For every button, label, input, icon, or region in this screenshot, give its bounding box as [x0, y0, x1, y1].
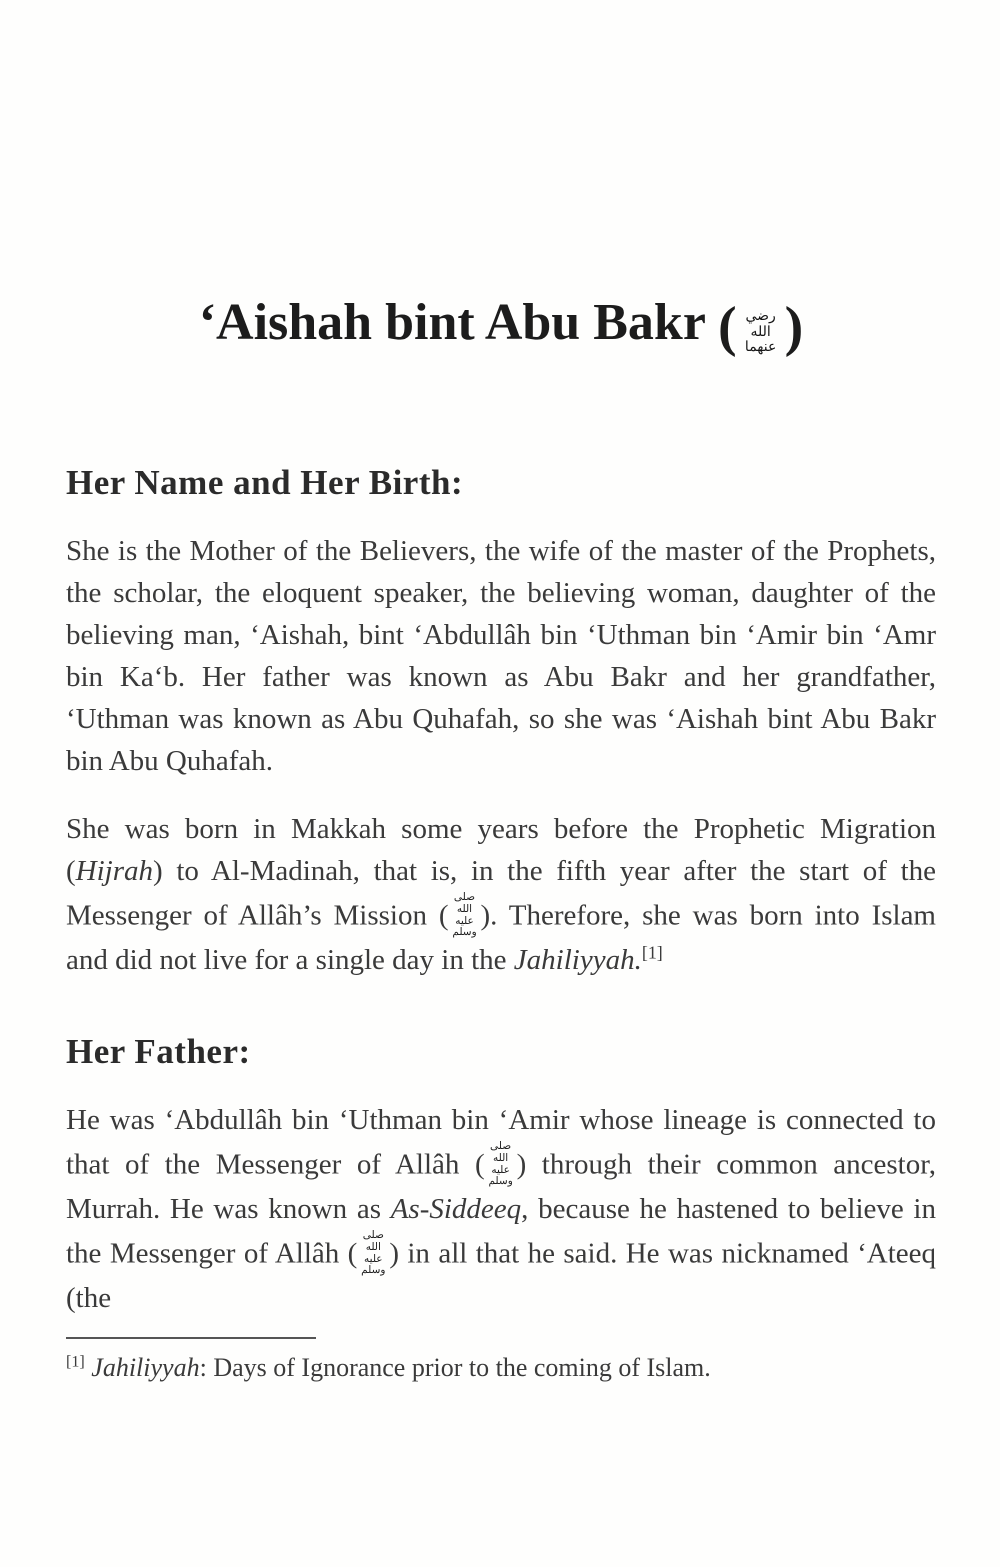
honorific-sallallahu-alayhi-wasallam-calligraphy: صلى الله عليه وسلم: [488, 1141, 513, 1188]
footnote-rule: [66, 1337, 316, 1339]
text-segment: [1]: [66, 1353, 85, 1371]
text-segment: ) in all that he said. He was nicknamed ‘Ateeq (the: [66, 1237, 936, 1314]
section-her-father: [66, 1031, 936, 1319]
paragraph-father: [66, 1099, 936, 1319]
page-content: [66, 0, 936, 1385]
honorific-radiallahu-anhuma-calligraphy: رضي الله عنهما: [744, 309, 777, 355]
text-segment: Jahiliyyah.: [513, 944, 642, 976]
text-segment: Jahiliyyah: [91, 1353, 200, 1382]
footnote-text: [66, 1351, 936, 1385]
paragraph-birth: [66, 808, 936, 981]
honorific-sallallahu-alayhi-wasallam-calligraphy: صلى الله عليه وسلم: [452, 892, 477, 939]
section-heading-her-father: Her Father:: [66, 1032, 251, 1071]
text-segment: ) to Al-Madinah, that is, in the fifth year after the start of the Messenger of Allâh’s Mission (: [66, 855, 936, 932]
text-segment: , because he hastened to believe in the Messenger of Allâh (: [66, 1193, 936, 1270]
section-heading-her-name: Her Name and Her Birth:: [66, 463, 464, 502]
text-segment: She is the Mother of the Believers, the wife of the master of the Prophets, the scholar, the eloquent speaker, the believing woman, daughter of the believing man, ‘Aishah, bint ‘Abdullâh bin ‘Uthman bin ‘Amir bin ‘Amr bin Ka‘b. Her father was known as Abu Bakr and her grandfather, ‘Uthman was known as Abu Quhafah, so she was ‘Aishah bint Abu Bakr bin Abu Quhafah.: [66, 535, 936, 777]
text-segment: [1]: [641, 942, 663, 963]
text-segment: : Days of Ignorance prior to the coming of Islam.: [199, 1353, 711, 1382]
paragraph-lineage: [66, 530, 936, 782]
page-title: [66, 292, 936, 358]
text-segment: As-Siddeeq: [390, 1193, 522, 1225]
honorific-sallallahu-alayhi-wasallam-calligraphy: صلى الله عليه وسلم: [361, 1230, 386, 1277]
text-segment: ) through their common ancestor, Murrah. He was known as: [66, 1148, 936, 1225]
title-paren-open: (: [717, 296, 737, 358]
section-her-name-and-birth: [66, 462, 936, 981]
text-segment: She was born in Makkah some years before the Prophetic Migration (: [66, 813, 936, 887]
text-segment: Hijrah: [75, 855, 154, 887]
title-text: ‘Aishah bint Abu Bakr: [198, 294, 705, 351]
text-segment: ). Therefore, she was born into Islam and did not live for a single day in the: [66, 899, 936, 976]
text-segment: He was ‘Abdullâh bin ‘Uthman bin ‘Amir whose lineage is connected to that of the Messenger of Allâh (: [66, 1104, 936, 1181]
title-paren-close: ): [784, 296, 804, 358]
